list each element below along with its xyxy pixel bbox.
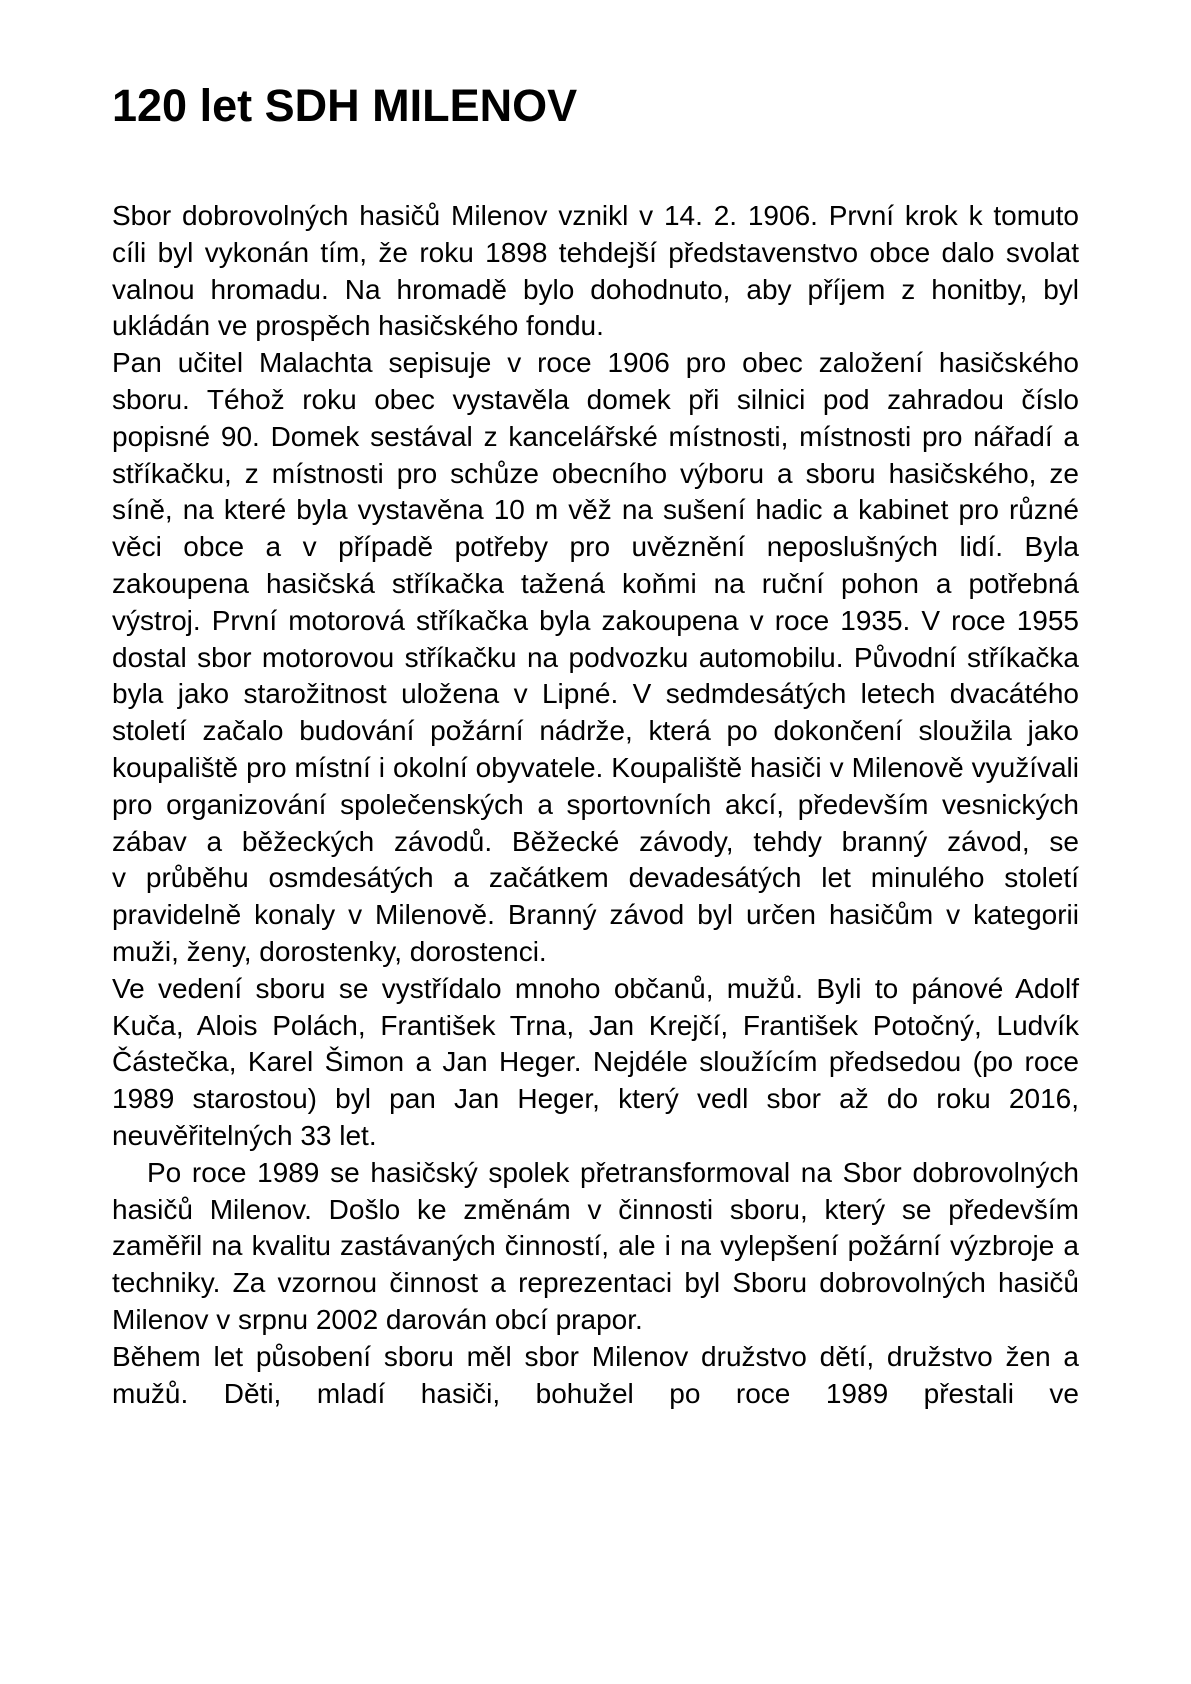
paragraph-teams: Během let působení sboru měl sbor Milenov družstvo dětí, družstvo žen a mužů. Děti, mladí hasiči, bohužel po roce 1989 přestali ve [112,1340,1079,1409]
document-title: 120 let SDH MILENOV [112,80,578,131]
paragraph-founding: Sbor dobrovolných hasičů Milenov vznikl v 14. 2. 1906. První krok k tomuto cíli byl vykonán tím, že roku 1898 tehdejší představenstvo obce dalo svolat valnou hromadu. Na hromadě bylo dohodnuto, aby příjem z honitby, byl ukládán ve prospěch hasičského fondu. [112,200,1079,342]
paragraph-history-building: Pan učitel Malachta sepisuje v roce 1906 pro obec založení hasičského sboru. Téhož roku obec vystavěla domek při silnici pod zahradou číslo popisné 90. Domek sestával z kancelářské místnosti, místnosti pro nářadí a stříkačku, z místnosti pro schůze obecního výboru a sboru hasičského, ze síně, na které byla vystavěna 10 m věž na sušení hadic a kabinet pro různé věci obce a v případě potřeby pro uvěznění neposlušných lidí. Byla zakoupena hasičská stříkačka tažená koňmi na ruční pohon a potřebná výstroj. První motorová stříkačka byla zakoupena v roce 1935. V roce 1955 dostal sbor motorovou stříkačku na podvozku automobilu. Původní stříkačka byla jako starožitnost uložena v Lipné. V sedmdesátých letech dvacátého století začalo budování požární nádrže, která po dokončení sloužila jako koupaliště pro místní i okolní obyvatele. Koupaliště hasiči v Milenově využívali pro organizování společenských a sportovních akcí, především vesnických zábav a běžeckých závodů. Běžecké závody, tehdy branný závod, se v průběhu osmdesátých a začátkem devadesátých let minulého století pravidelně konaly v Milenově. Branný závod byl určen hasičům v kategorii muži, ženy, dorostenky, dorostenci. [112,347,1079,967]
paragraph-leadership: Ve vedení sboru se vystřídalo mnoho občanů, mužů. Byli to pánové Adolf Kuča, Alois Polách, František Trna, Jan Krejčí, František Potočný, Ludvík Částečka, Karel Šimon a Jan Heger. Nejdéle sloužícím předsedou (po roce 1989 starostou) byl pan Jan Heger, který vedl sbor až do roku 2016, neuvěřitelných 33 let. [112,972,1079,1151]
paragraph-after-1989: Po roce 1989 se hasičský spolek přetransformoval na Sbor dobrovolných hasičů Milenov. Došlo ke změnám v činnosti sboru, který se především zaměřil na kvalitu zastávaných činností, ale i na vylepšení požární výzbroje a techniky. Za vzornou činnost a reprezentaci byl Sboru dobrovolných hasičů Milenov v srpnu 2002 darován obcí prapor. [112,1156,1079,1335]
